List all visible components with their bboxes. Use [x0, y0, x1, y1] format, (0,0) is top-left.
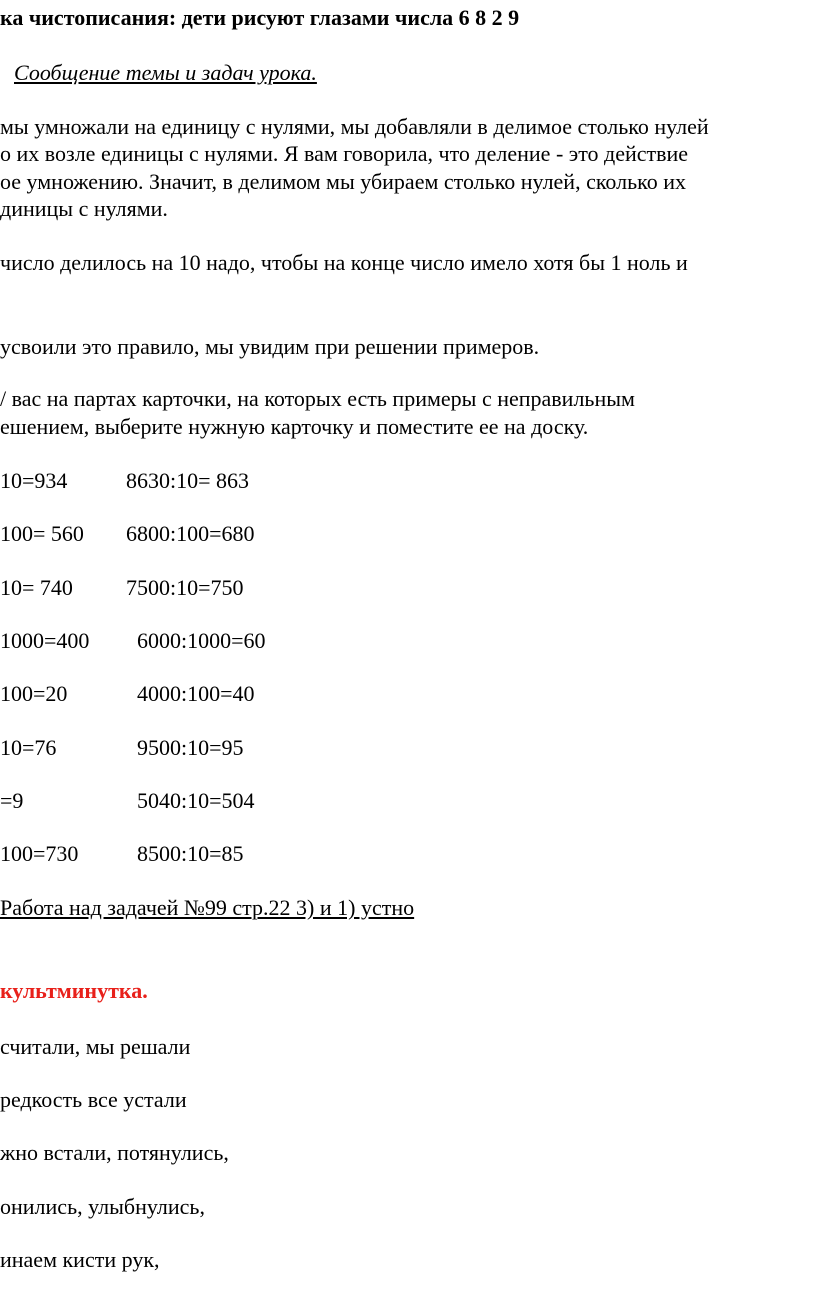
example-right: 5040:10=504: [137, 788, 255, 813]
paragraph-line: ешением, выберите нужную карточку и поместите ее на доску.: [0, 414, 589, 439]
paragraph-line: ое умножению. Значит, в делимом мы убираем столько нулей, сколько их: [0, 169, 686, 194]
poem-line: жно встали, потянулись,: [0, 1140, 229, 1165]
example-left: =9: [0, 788, 24, 813]
example-right: 8630:10= 863: [126, 468, 250, 493]
paragraph-line: диницы с нулями.: [0, 196, 168, 221]
poem-line: считали, мы решали: [0, 1034, 191, 1059]
example-right: 6000:1000=60: [137, 628, 266, 653]
example-left: 100= 560: [0, 521, 84, 546]
paragraph-line: / вас на партах карточки, на которых есть примеры с неправильным: [0, 386, 635, 411]
paragraph-line: усвоили это правило, мы увидим при решении примеров.: [0, 334, 540, 359]
example-right: 4000:100=40: [137, 681, 255, 706]
example-right: 7500:10=750: [126, 575, 244, 600]
example-left: 1000=400: [0, 628, 90, 653]
example-right: 6800:100=680: [126, 521, 255, 546]
poem-line: редкость все устали: [0, 1087, 187, 1112]
example-right: 8500:10=85: [137, 841, 244, 866]
paragraph-line: мы умножали на единицу с нулями, мы добавляли в делимое столько нулей: [0, 114, 709, 139]
example-left: 10=934: [0, 468, 68, 493]
example-left: 100=730: [0, 841, 79, 866]
paragraph-line: о их возле единицы с нулями. Я вам говорила, что деление - это действие: [0, 141, 689, 166]
task-line: Работа над задачей №99 стр.22 3) и 1) устно: [0, 895, 415, 920]
paragraph-line: число делилось на 10 надо, чтобы на конце число имело хотя бы 1 ноль и: [0, 250, 688, 275]
poem-line: инаем кисти рук,: [0, 1247, 160, 1272]
section-subtitle: Сообщение темы и задач урока.: [14, 60, 317, 85]
example-left: 10= 740: [0, 575, 73, 600]
example-left: 100=20: [0, 681, 68, 706]
heading-line: ка чистописания: дети рисуют глазами числа 6 8 2 9: [0, 5, 520, 30]
example-right: 9500:10=95: [137, 735, 244, 760]
poem-line: онились, улыбнулись,: [0, 1194, 205, 1219]
fizminutka-heading: культминутка.: [0, 978, 148, 1003]
example-left: 10=76: [0, 735, 57, 760]
